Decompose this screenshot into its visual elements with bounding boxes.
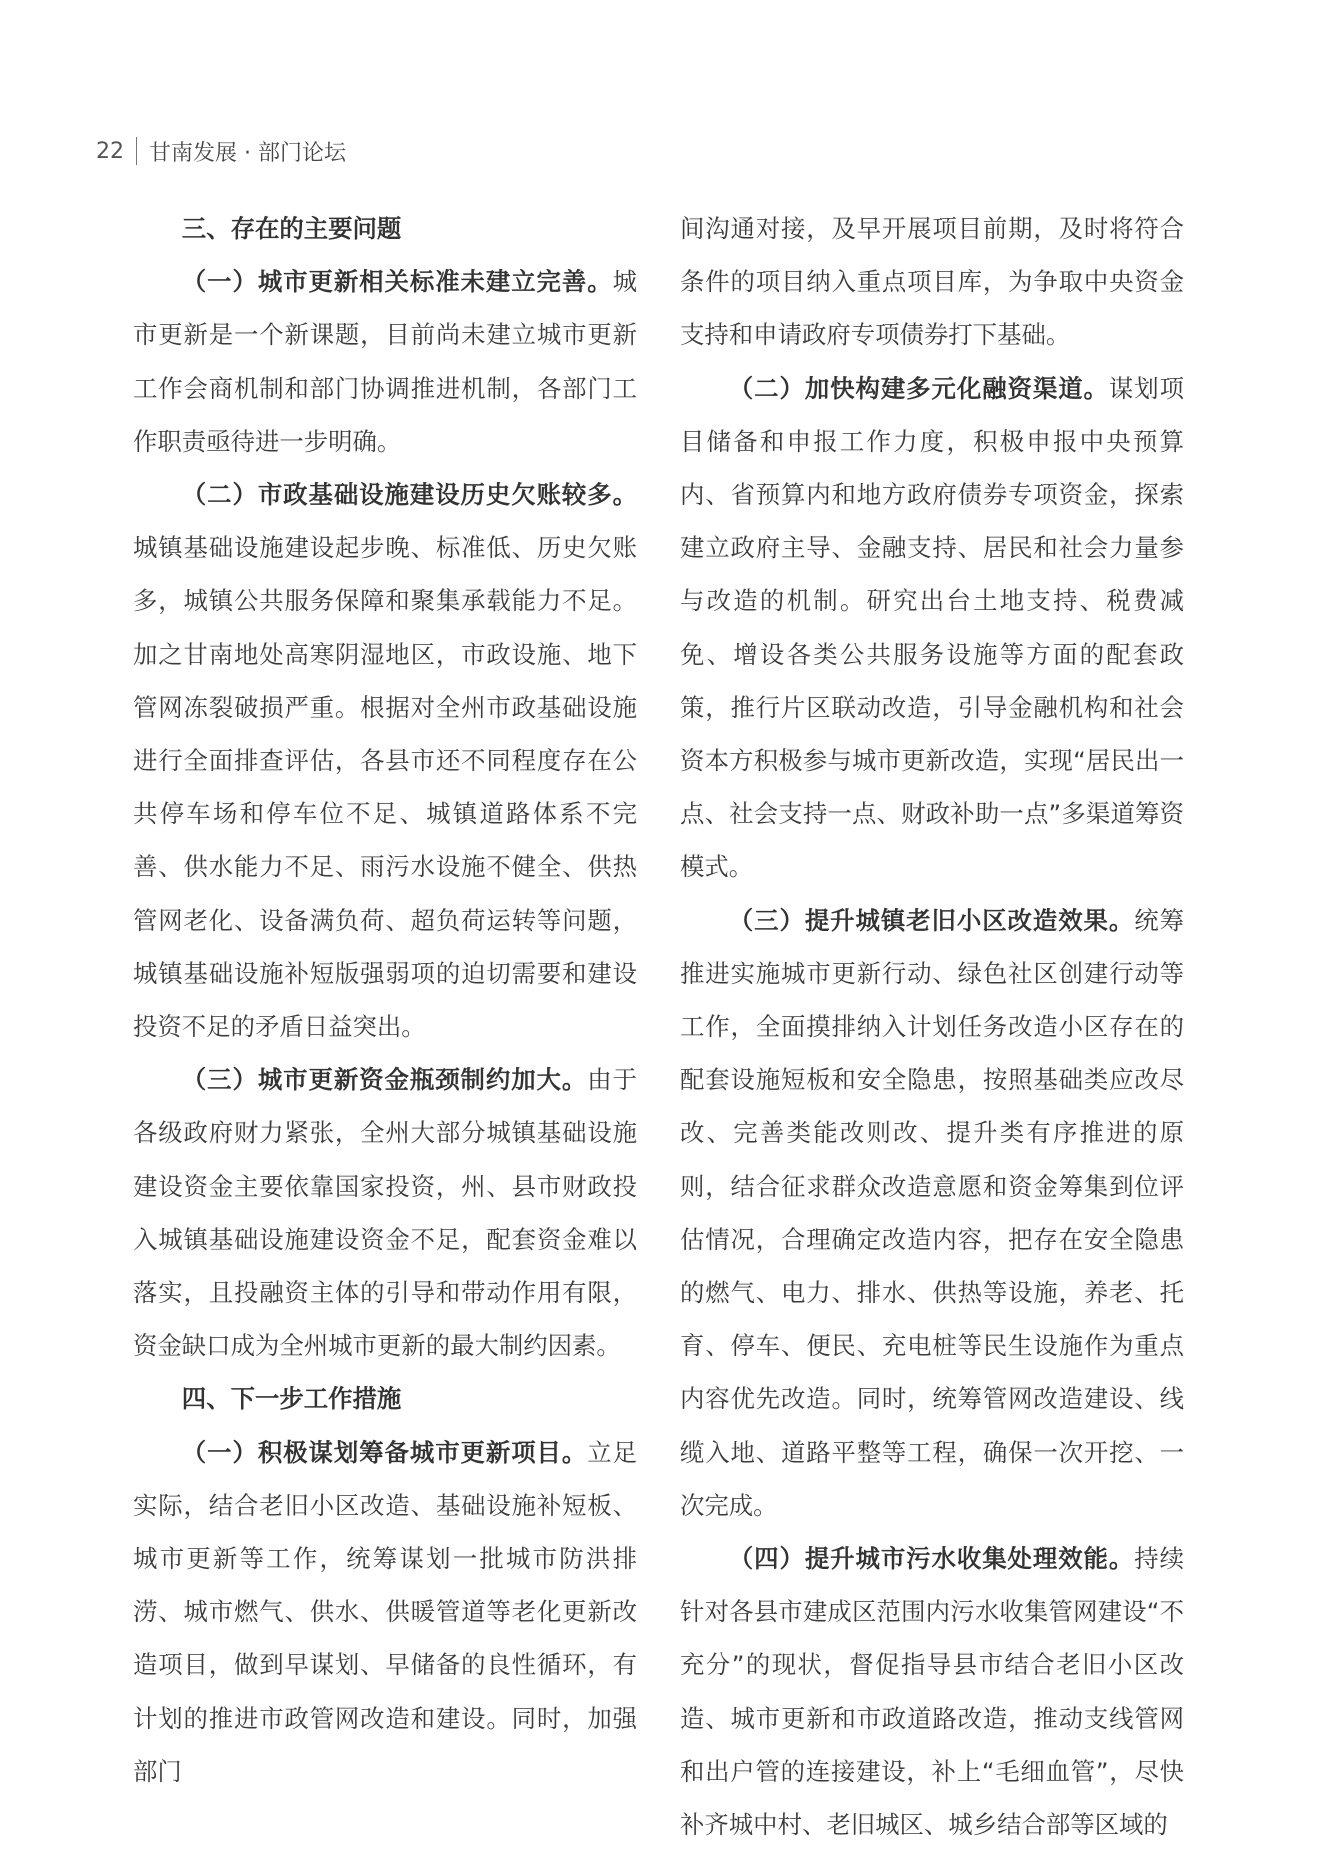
section-heading: 四、下一步工作措施: [181, 1384, 402, 1414]
paragraph-body: 由于各级政府财力紧张，全州大部分城镇基础设施建设资金主要依靠国家投资，州、县市财政投入城镇基础设施建设资金不足，配套资金难以落实，且投融资主体的引导和带动作用有限，资金缺口成为全州城市更新的最大制约因素。: [133, 1065, 637, 1361]
paragraph-body: 城镇基础设施建设起步晚、标准低、历史欠账多，城镇公共服务保障和聚集承载能力不足。加之甘南地处高寒阴湿地区，市政设施、地下管网冻裂破损严重。根据对全州市政基础设施进行全面排查评估，各县市还不同程度存在公共停车场和停车位不足、城镇道路体系不完善、供水能力不足、雨污水设施不健全、供热管网老化、设备满负荷、超负荷运转等问题，城镇基础设施补短版强弱项的迫切需要和建设投资不足的矛盾日益突出。: [133, 533, 637, 1042]
paragraph-continued: [680, 202, 1184, 362]
right-column: [680, 202, 1184, 1851]
paragraph-lead: （二）加快构建多元化融资渠道。: [728, 373, 1109, 403]
paragraph-body: 城市更新是一个新课题，目前尚未建立城市更新工作会商机制和部门协调推进机制，各部门工作职责亟待进一步明确。: [133, 267, 637, 456]
paragraph-body: 间沟通对接，及早开展项目前期，及时将符合条件的项目纳入重点项目库，为争取中央资金支持和申请政府专项债券打下基础。: [680, 214, 1184, 350]
paragraph: [680, 1532, 1184, 1851]
paragraph-lead: （二）市政基础设施建设历史欠账较多。: [181, 480, 637, 510]
paragraph-lead: （四）提升城市污水收集处理效能。: [728, 1544, 1135, 1574]
paragraph: [133, 468, 637, 1053]
paragraph-lead: （三）城市更新资金瓶颈制约加大。: [181, 1065, 588, 1095]
paragraph-lead: （一）积极谋划筹备城市更新项目。: [181, 1437, 588, 1467]
paragraph-lead: （一）城市更新相关标准未建立完善。: [181, 267, 613, 297]
section-heading: 三、存在的主要问题: [181, 214, 402, 243]
paragraph-body: 统筹推进实施城市更新行动、绿色社区创建行动等工作，全面摸排纳入计划任务改造小区存在的配套设施短板和安全隐患，按照基础类应改尽改、完善类能改则改、提升类有序推进的原则，结合征求群众改造意愿和资金筹集到位评估情况，合理确定改造内容，把存在安全隐患的燃气、电力、排水、供热等设施，养老、托育、停车、便民、充电桩等民生设施作为重点内容优先改造。同时，统筹管网改造建设、线缆入地、道路平整等工程，确保一次开挖、一次完成。: [680, 905, 1184, 1520]
page-header: [96, 134, 346, 168]
paragraph: [680, 894, 1184, 1532]
paragraph-body: 谋划项目储备和申报工作力度，积极申报中央预算内、省预算内和地方政府债券专项资金，探索建立政府主导、金融支持、居民和社会力量参与改造的机制。研究出台土地支持、税费减免、增设各类公共服务设施等方面的配套政策，推行片区联动改造，引导金融机构和社会资本方积极参与城市更新改造，实现“居民出一点、社会支持一点、财政补助一点”多渠道筹资模式。: [680, 373, 1184, 882]
paragraph: [133, 1426, 637, 1798]
paragraph-lead: （三）提升城镇老旧小区改造效果。: [728, 905, 1135, 935]
paragraph-body: 立足实际，结合老旧小区改造、基础设施补短板、城市更新等工作，统筹谋划一批城市防洪排涝、城市燃气、供水、供暖管道等老化更新改造项目，做到早谋划、早储备的良性循环，有计划的推进市政管网改造和建设。同时，加强部门: [133, 1437, 637, 1786]
paragraph-body: 持续针对各县市建成区范围内污水收集管网建设“不充分”的现状，督促指导县市结合老旧小区改造、城市更新和市政道路改造，推动支线管网和出户管的连接建设，补上“毛细血管”，尽快补齐城中村、老旧城区、城乡结合部等区域的: [680, 1544, 1184, 1840]
page-number: 22: [96, 138, 124, 164]
left-column: [133, 202, 637, 1798]
paragraph: [680, 362, 1184, 894]
paragraph: [133, 255, 637, 468]
paragraph: [133, 1053, 637, 1372]
journal-title: 甘南发展 · 部门论坛: [149, 140, 346, 166]
header-divider: [136, 137, 137, 165]
